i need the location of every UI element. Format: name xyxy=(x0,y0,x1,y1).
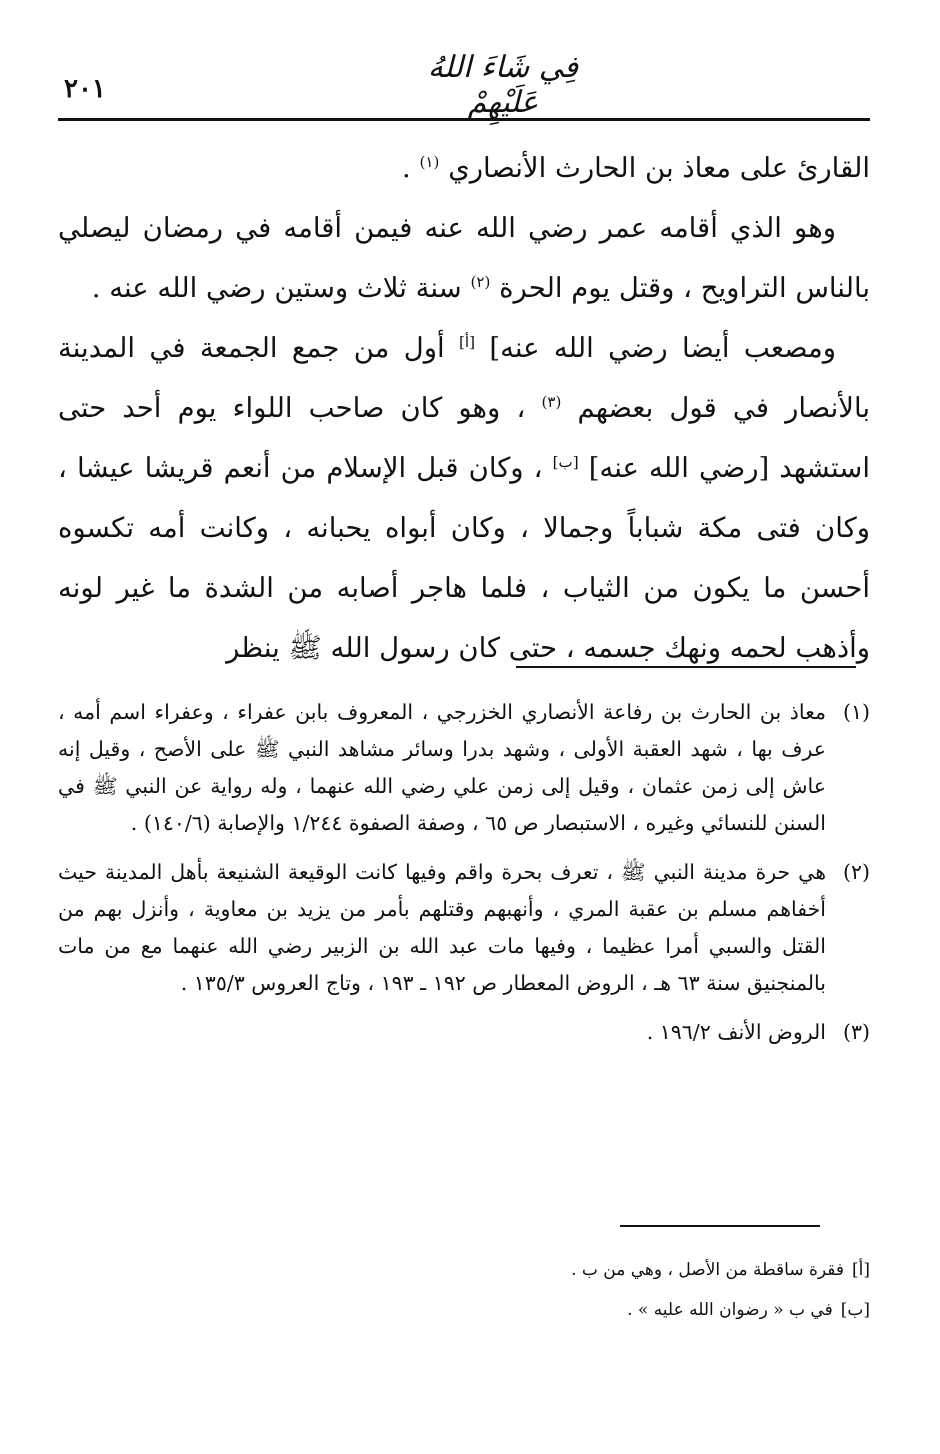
editorial-note-a xyxy=(58,1250,870,1290)
footnote-text: معاذ بن الحارث بن رفاعة الأنصاري الخزرجي ، المعروف بابن عفراء ، وعفراء اسم أمه ، عرف بها ، شهد العقبة الأولى ، وشهد بدرا وسائر مشاهد النبي ﷺ على الأصح ، وقيل إنه عاش إلى زمن عثمان ، وقيل إلى زمن علي رضي الله عنهما ، وله رواية عن النبي ﷺ في السنن للنسائي وغيره ، الاستبصار ص ٦٥ ، وصفة الصفوة ١/٢٤٤ والإصابة (١٤٠/٦) . xyxy=(58,700,826,835)
paragraph-3 xyxy=(58,318,870,678)
header-rule xyxy=(58,118,870,121)
footnote-text: الروض الأنف ١٩٦/٢ . xyxy=(646,1020,826,1044)
paragraph-text: ، وهو كان صاحب اللواء يوم أحد حتى استشهد [رضي الله عنه] xyxy=(58,392,870,484)
footnote-ref: (٢) xyxy=(470,272,491,291)
footnote-text: هي حرة مدينة النبي ﷺ ، تعرف بحرة واقم وفيها كانت الوقيعة الشنيعة بأهل المدينة حيث أخفاهم مسلم بن عقبة المري ، وأنهبهم وقتلهم بأمر من يزيد بن معاوية ، وأنزل بهم من القتل والسبي أمرا عظيما ، وفيها مات عبد الله بن الزبير رضي الله عنهما مع من مات بالمنجنيق سنة ٦٣ هـ ، الروض المعطار ص ١٩٢ ـ ١٩٣ ، وتاج العروس ١٣٥/٣ . xyxy=(58,860,827,995)
running-head-calligraphy: فِي شَاءَ اللهُ عَلَيْهِمْ xyxy=(427,50,579,120)
editorial-text: فقرة ساقطة من الأصل ، وهي من ب . xyxy=(571,1260,844,1280)
footnote-ref: (١) xyxy=(419,152,440,171)
paragraph-text: وهو الذي أقامه عمر رضي الله عنه فيمن أقامه في رمضان ليصلي بالناس التراويح ، وقتل يوم الحرة xyxy=(58,212,870,304)
editorial-notes-separator xyxy=(620,1225,820,1227)
paragraph-text: سنة ثلاث وستين رضي الله عنه . xyxy=(91,272,471,304)
paragraph-1 xyxy=(58,138,870,198)
footnote-marker: (٢) xyxy=(843,860,871,884)
footnote-1 xyxy=(58,694,870,842)
footnote-separator xyxy=(516,666,856,668)
editorial-notes xyxy=(58,1250,870,1330)
footnote-ref: (٣) xyxy=(541,392,562,411)
footnote-2 xyxy=(58,854,870,1002)
paragraph-text: ومصعب أيضا رضي الله عنه] xyxy=(489,332,837,364)
paragraph-text: القارئ على معاذ بن الحارث الأنصاري xyxy=(448,152,870,184)
main-text xyxy=(58,138,870,678)
footnote-marker: (١) xyxy=(842,700,870,724)
paragraph-2 xyxy=(58,198,870,318)
paragraph-text: أول من جمع الجمعة في المدينة بالأنصار في قول بعضهم xyxy=(58,332,870,424)
footnote-marker: (٣) xyxy=(842,1020,870,1044)
editorial-ref: [ب] xyxy=(552,452,579,471)
footnotes xyxy=(58,694,870,1051)
editorial-note-b xyxy=(58,1290,870,1330)
editorial-marker: [ب] xyxy=(840,1300,870,1320)
editorial-marker: [أ] xyxy=(852,1260,870,1280)
footnote-3 xyxy=(58,1014,870,1051)
editorial-text: في ب « رضوان الله عليه » . xyxy=(627,1300,833,1320)
page-header xyxy=(58,40,870,120)
paragraph-text: ، وكان قبل الإسلام من أنعم قريشا عيشا ، وكان فتى مكة شباباً وجمالا ، وكان أبواه يحبانه ، وكانت أمه تكسوه أحسن ما يكون من الثياب ، فلما هاجر أصابه من الشدة ما غير لونه وأذهب لحمه ونهك جسمه ، حتى كان رسول الله ﷺ ينظر xyxy=(58,452,870,664)
page-number: ٢٠١ xyxy=(64,74,106,104)
paragraph-text: . xyxy=(402,152,420,184)
editorial-ref: [أ] xyxy=(459,332,475,351)
